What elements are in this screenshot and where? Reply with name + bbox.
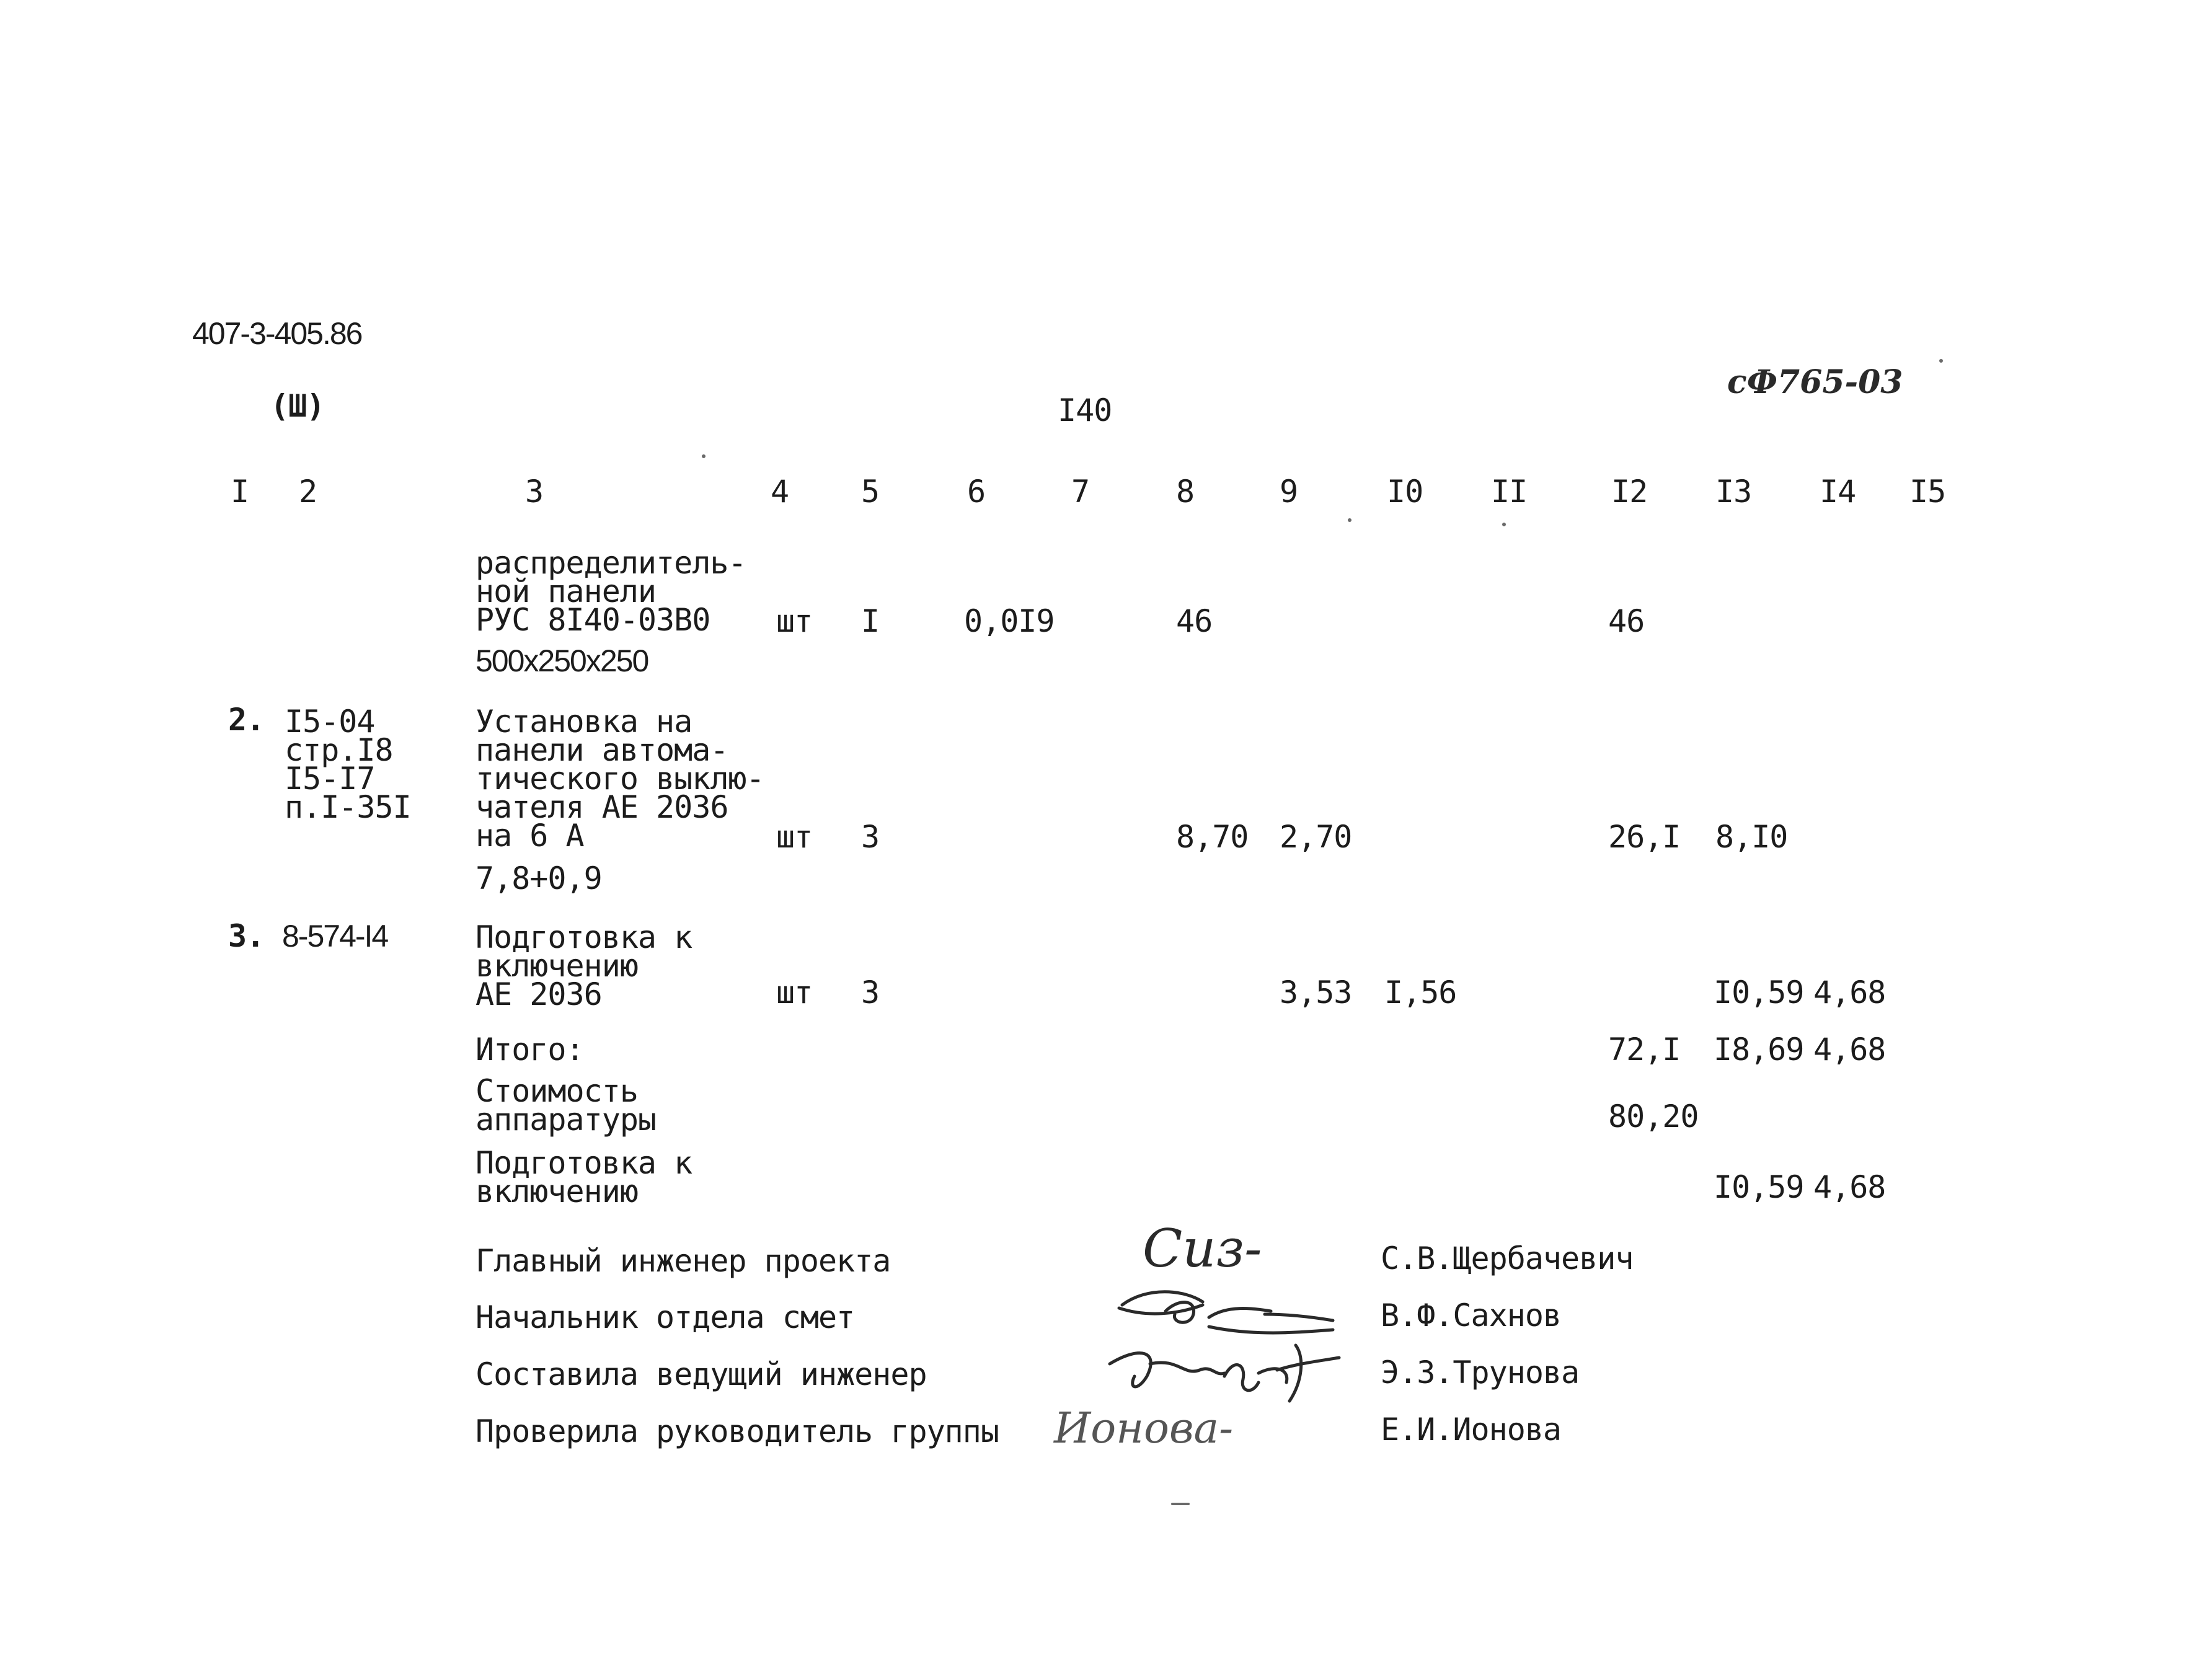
preparation-col13: I0,59 [1714,1169,1804,1205]
row-number: 3. [228,918,265,954]
archive-stamp: сФ765-03 [1727,363,1903,401]
row-col8: 8,70 [1176,819,1249,855]
row-reference: 8-574-I4 [282,919,388,953]
column-number: I2 [1611,474,1648,510]
signatory-name: Е.И.Ионова [1381,1412,1562,1448]
column-number: I [231,474,249,510]
equipment-cost-label: Стоимость аппаратуры [476,1073,657,1138]
row-quantity: I [861,603,880,639]
row-col10: I,56 [1384,975,1457,1010]
column-number: I0 [1387,474,1423,510]
column-number: 9 [1280,474,1298,510]
column-number: I3 [1715,474,1752,510]
row-quantity: 3 [861,975,880,1010]
row-col13: 8,I0 [1715,819,1788,855]
volume-mark: (Ш) [270,388,325,424]
column-number: 8 [1176,474,1195,510]
signature-role: Начальник отдела смет [476,1299,855,1335]
row-description: Установка на панели автома- тического выклю- чателя АЕ 2036 на 6 А [476,704,764,854]
row-description-extra: 500x250x250 [476,643,648,678]
scan-speck [1171,1503,1190,1505]
row-col8: 46 [1176,603,1213,639]
column-number: 3 [525,474,544,510]
row-unit: шт [776,603,813,639]
row-col12: 26,I [1608,819,1681,855]
row-col6: 0,0I9 [964,603,1055,639]
column-number: 4 [771,474,789,510]
preparation-label: Подготовка к включению [476,1145,692,1209]
signatory-name: Э.З.Трунова [1381,1355,1580,1391]
row-reference: I5-04 стр.I8 I5-I7 п.I-35I [285,704,411,825]
signatory-name: В.Ф.Сахнов [1381,1298,1562,1333]
row-description: распределитель- ной панели РУС 8I40-03В0 [476,545,746,638]
scan-speck [1939,359,1943,363]
scan-speck [1348,518,1352,522]
total-col12: 72,I [1608,1032,1681,1068]
row-col12: 46 [1608,603,1645,639]
row-quantity: 3 [861,819,880,855]
row-number: 2. [228,702,265,738]
column-number: 5 [861,474,880,510]
equipment-cost-col12: 80,20 [1608,1099,1699,1134]
preparation-col14: 4,68 [1813,1169,1886,1205]
handwritten-signature: Ионова- [1054,1404,1234,1453]
column-number: I4 [1820,474,1856,510]
document-code: 407-3-405.86 [192,316,362,351]
total-col14: 4,68 [1813,1032,1886,1068]
total-label: Итого: [476,1032,584,1068]
signature-role: Главный инженер проекта [476,1243,891,1279]
handwritten-signature: Сиз- [1143,1218,1262,1279]
row-description-extra: 7,8+0,9 [476,860,602,896]
page-number: I40 [1058,392,1112,428]
row-unit: шт [776,819,813,855]
signature-role: Проверила руководитель группы [476,1413,999,1449]
row-unit: шт [776,975,813,1010]
column-number: 6 [967,474,986,510]
row-col9: 2,70 [1280,819,1352,855]
total-col13: I8,69 [1714,1032,1804,1068]
column-number: 2 [299,474,317,510]
column-number: 7 [1071,474,1090,510]
scan-speck [702,454,706,458]
row-col13: I0,59 [1714,975,1804,1010]
handwritten-signature [1091,1327,1352,1407]
column-number: I5 [1909,474,1946,510]
row-col9: 3,53 [1280,975,1352,1010]
row-description: Подготовка к включению АЕ 2036 [476,919,692,1012]
signatory-name: С.В.Щербачевич [1381,1240,1634,1276]
row-col14: 4,68 [1813,975,1886,1010]
column-number: II [1491,474,1528,510]
scan-speck [1502,523,1506,526]
signature-role: Составила ведущий инженер [476,1356,927,1392]
